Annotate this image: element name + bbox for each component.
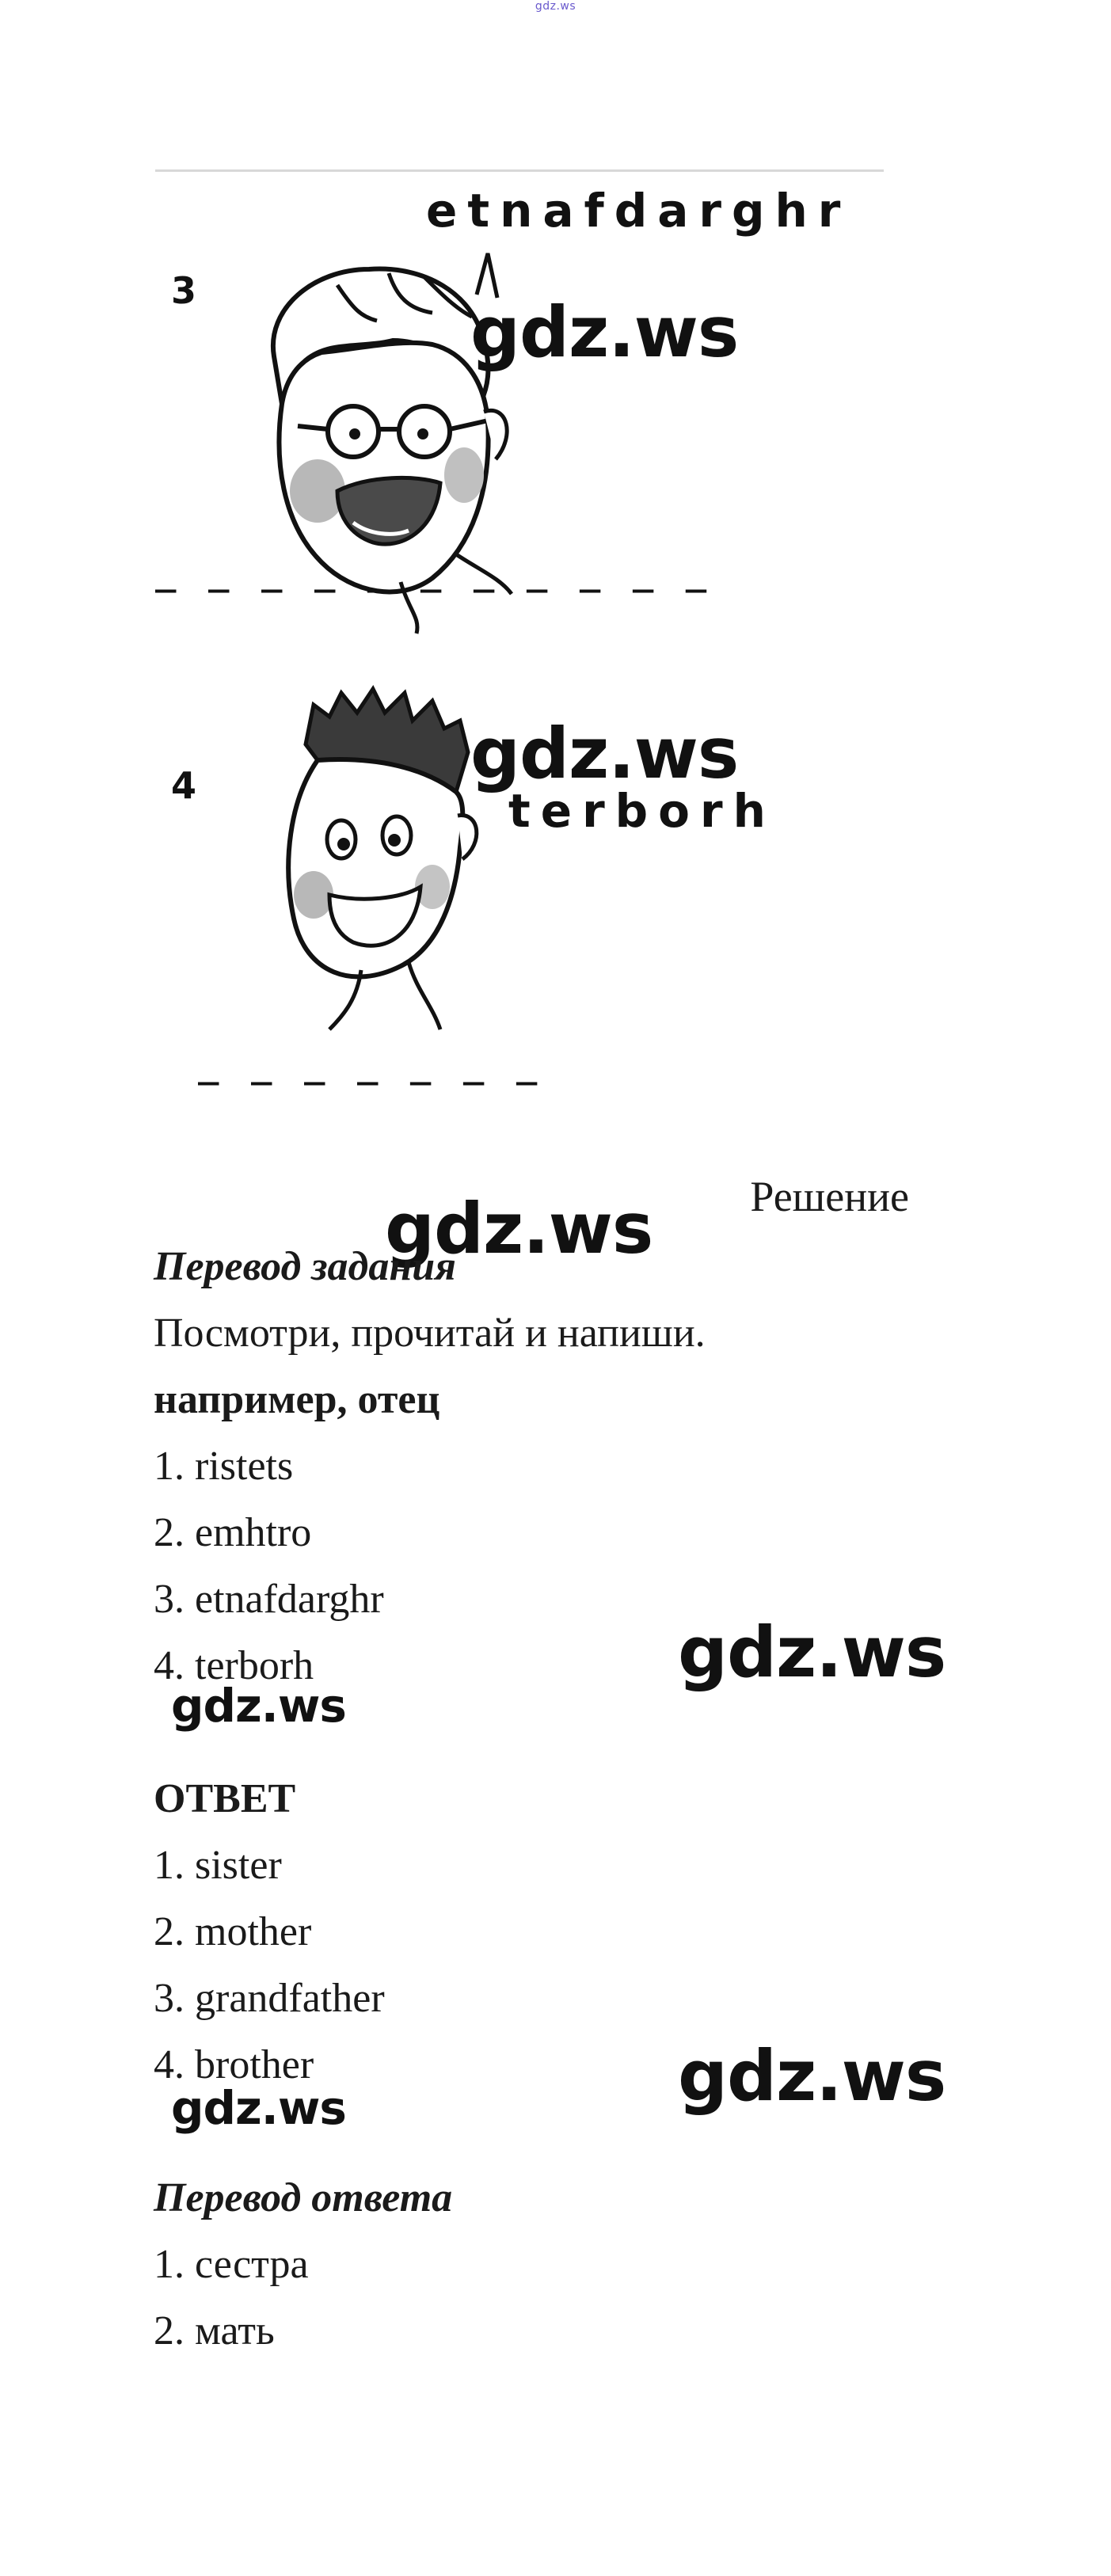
task-translation-heading: Перевод задания [154,1244,456,1289]
translation-item: 2. мать [154,2308,275,2353]
answer-item: 3. grandfather [154,1976,385,2021]
example-text: например, отец [154,1377,440,1422]
watermark: gdz.ws [678,1611,946,1693]
task-item: 3. etnafdarghr [154,1577,384,1622]
solution-title: Решение [750,1173,909,1220]
item-number-3: 3 [171,269,197,312]
watermark: gdz.ws [470,713,739,794]
instruction-text: Посмотри, прочитай и напиши. [154,1311,706,1356]
task-item: 4. terborh [154,1643,314,1688]
watermark: gdz.ws [171,2081,346,2135]
task-item: 1. ristets [154,1444,294,1489]
answer-item: 2. mother [154,1909,312,1954]
answer-item: 4. brother [154,2042,314,2087]
boy-with-spiky-hair-illustration [242,657,504,1101]
answer-item: 1. sister [154,1843,282,1888]
watermark: gdz.ws [385,1188,653,1269]
scrambled-word-4: terborh [508,784,776,838]
translation-item: 1. сестра [154,2242,309,2287]
divider [155,169,884,172]
watermark: gdz.ws [470,291,739,373]
answer-blanks-3: _ _ _ _ _ _ _ _ _ _ _ [155,553,713,593]
watermark: gdz.ws [171,1679,346,1733]
scrambled-word-3: etnafdarghr [426,184,851,238]
answer-blanks-4: _ _ _ _ _ _ _ [198,1045,543,1086]
item-number-4: 4 [171,764,197,807]
watermark: gdz.ws [678,2035,946,2117]
site-mark: gdz.ws [535,0,576,13]
task-item: 2. emhtro [154,1510,312,1555]
answer-heading: ОТВЕТ [154,1776,296,1821]
answer-translation-heading: Перевод ответа [154,2175,453,2220]
